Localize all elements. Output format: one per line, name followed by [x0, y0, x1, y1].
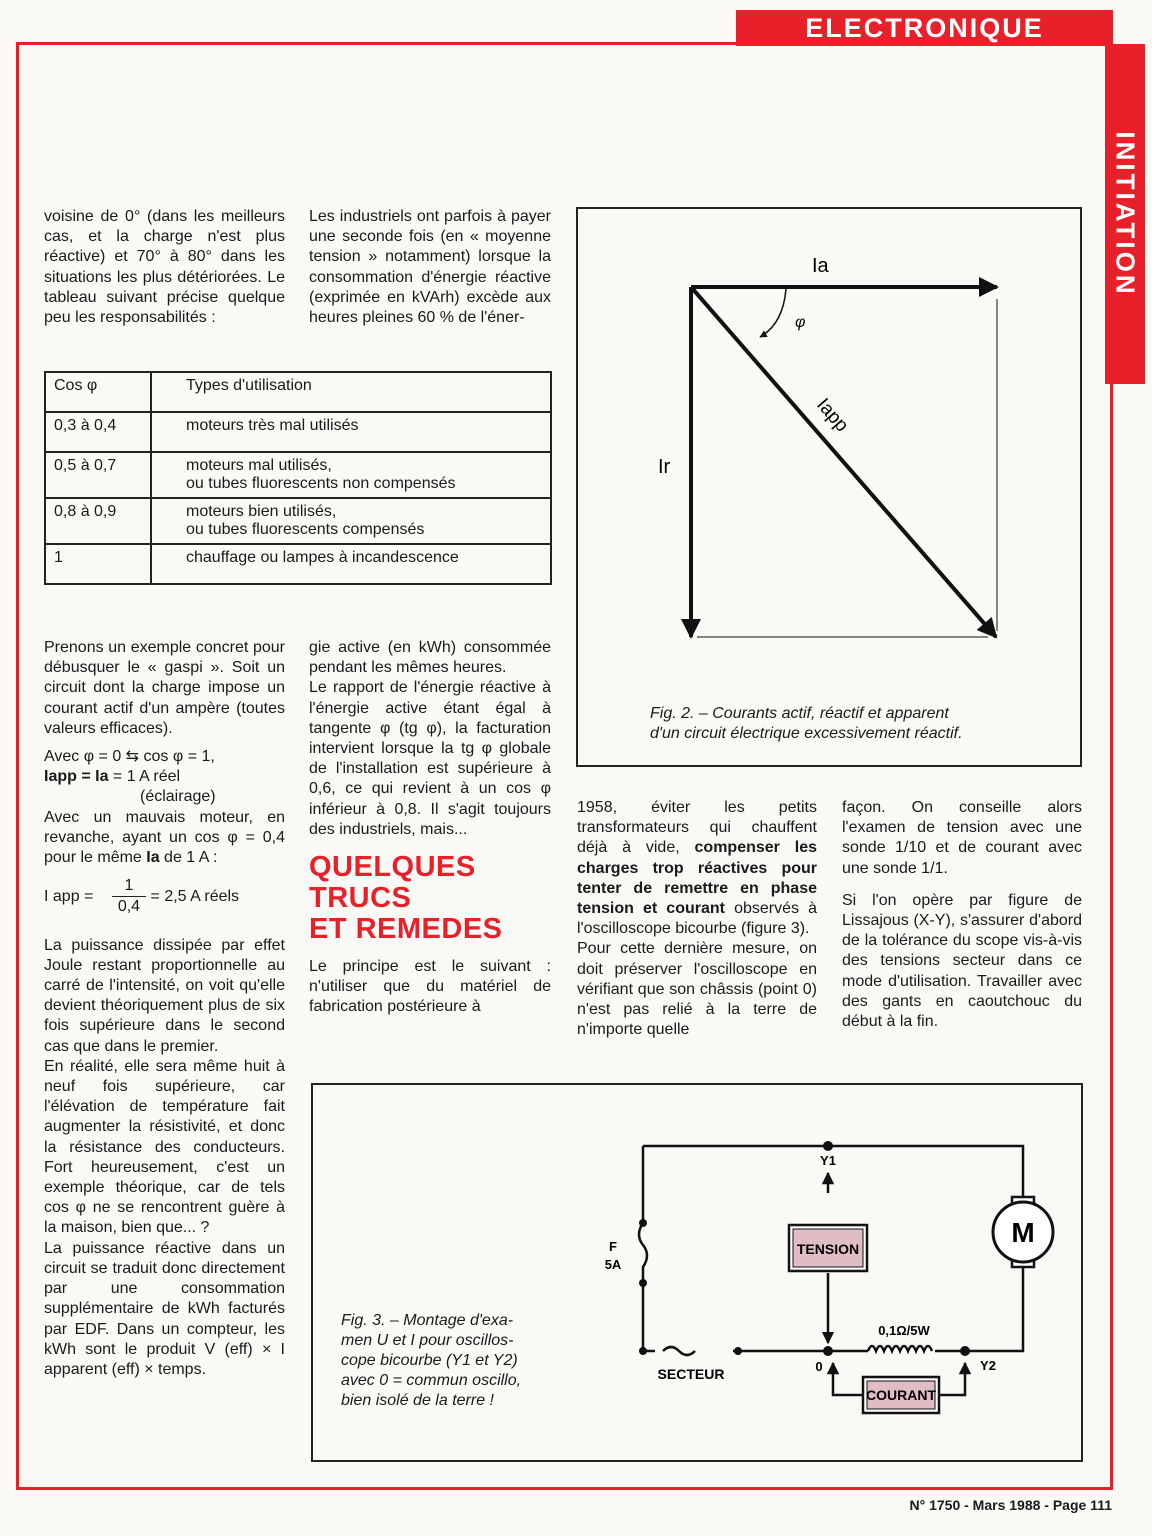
equation-1-line-1: Avec φ = 0 ⇆ cos φ = 1, — [44, 748, 215, 766]
y1-node — [823, 1141, 833, 1151]
table-row — [45, 412, 551, 452]
zero-node — [823, 1346, 833, 1356]
text-run: Avec un mauvais moteur, en revanche, ayant un cos φ = 0,4 pour le même — [44, 808, 285, 867]
paragraph: Le principe est le suivant : n'utiliser que du matériel de fabrication postérieure à — [309, 958, 551, 1016]
fraction — [112, 876, 146, 917]
page-frame-right — [1110, 384, 1113, 1490]
heading-line: TRUCS — [309, 882, 412, 915]
usage-line: moteurs très mal utilisés — [186, 417, 359, 434]
y1-label: Y1 — [820, 1153, 836, 1168]
paragraph — [577, 798, 817, 939]
equation-1-line-2 — [44, 767, 285, 787]
caption-line: bien isolé de la terre ! — [341, 1392, 494, 1409]
page-frame-bottom — [16, 1487, 1113, 1490]
paragraph: La puissance dissipée par effet Joule restant proportionnelle au carré de l'intensité, on voit qu'elle devient théoriquement plus de six fois supérieure dans le second cas que dans le premier. — [44, 936, 285, 1055]
usage-line: ou tubes fluorescents non compensés — [186, 475, 456, 492]
table-cell-usage — [151, 412, 551, 452]
equation-2 — [44, 876, 285, 917]
table-cell-range: 0,3 à 0,4 — [45, 412, 151, 452]
shunt-resistor — [868, 1346, 932, 1351]
section-heading — [309, 852, 551, 945]
courant-label: COURANT — [866, 1387, 936, 1403]
col1-body — [44, 638, 285, 1380]
table-cell-range: 0,8 à 0,9 — [45, 498, 151, 544]
caption-line: men U et I pour oscillos- — [341, 1332, 514, 1349]
usage-line: ou tubes fluorescents compensés — [186, 521, 425, 538]
secteur-terminal — [734, 1347, 742, 1355]
heading-line: QUELQUES — [309, 851, 476, 884]
figure-3 — [311, 1083, 1083, 1462]
text-bold: compenser les charges trop réactives pour tenter de remettre en phase tension et courant — [577, 839, 817, 918]
fuse-terminal — [639, 1219, 647, 1227]
caption-line: Fig. 3. – Montage d'exa- — [341, 1312, 514, 1329]
paragraph: En réalité, elle sera même huit à neuf fois supérieure, car l'élévation de température fait augmenter la résistivité, et donc la résistance des conducteurs. Fort heureusement, c'est un exemple théorique, car de tels cos φ ne se rencontrent guère à la maison, bien que... ? — [44, 1057, 285, 1237]
side-tab-label: INITIATION — [1110, 131, 1141, 297]
fuse-terminal — [639, 1279, 647, 1287]
secteur-label: SECTEUR — [657, 1366, 725, 1382]
paragraph: Pour cette dernière mesure, on doit préserver l'oscilloscope en vérifiant que son châssis (point 0) n'est pas relié à la terre de n'importe quelle — [577, 940, 817, 1039]
tension-label: TENSION — [796, 1241, 860, 1257]
figure-2 — [576, 207, 1082, 767]
responsibility-table — [44, 371, 552, 585]
side-tab — [1105, 44, 1145, 384]
y2-node — [960, 1346, 970, 1356]
table-row — [45, 498, 551, 544]
table-cell-usage — [151, 544, 551, 584]
col2-body — [309, 638, 551, 1018]
figure-2-caption — [650, 704, 1070, 744]
text-bold: Ia — [146, 849, 160, 867]
fuse-label-rating: 5A — [604, 1257, 622, 1272]
col1-intro — [44, 207, 285, 328]
fraction-denominator: 0,4 — [117, 898, 141, 916]
col2-intro-text: Les industriels ont parfois à payer une seconde fois (en « moyenne tension » notamment) lorsque la consommation d'énergie réactive (exprimée en kVArh) excède aux heures pleines 60 % de l'éner- — [309, 208, 551, 327]
vector-diagram — [578, 209, 1080, 765]
equation-label: I app = — [44, 888, 94, 906]
figure-3-caption — [341, 1311, 581, 1411]
fuse-label-f: F — [609, 1239, 617, 1254]
table-header-cell: Types d'utilisation — [151, 372, 551, 412]
paragraph: façon. On conseille alors l'examen de tension avec une sonde 1/10 et de courant avec une sonde 1/1. — [842, 799, 1082, 877]
secteur-terminal — [639, 1347, 647, 1355]
motor-label: M — [1011, 1217, 1035, 1248]
text-run: 1958, éviter les petits transformateurs qui chauffent déjà à vide, — [577, 799, 817, 857]
fraction-numerator: 1 — [112, 876, 146, 897]
col2-intro — [309, 207, 551, 328]
iapp-vector — [691, 287, 996, 637]
caption-line: d'un circuit électrique excessivement réactif. — [650, 725, 963, 742]
phi-label: φ — [795, 314, 806, 331]
table-header-row — [45, 372, 551, 412]
paragraph: Prenons un exemple concret pour débusquer le « gaspi ». Soit un circuit dont la charge impose un courant actif d'un ampère (toutes valeurs efficaces). — [44, 639, 285, 737]
table-cell-range: 0,5 à 0,7 — [45, 452, 151, 498]
paragraph: gie active (en kWh) consommée pendant les mêmes heures. — [309, 639, 551, 677]
table-header-cell: Cos φ — [45, 372, 151, 412]
paragraph: La puissance réactive dans un circuit se traduit donc directement par une consommation supplémentaire de kWh facturés par EDF. Dans un compteur, les kWh sont le produit V (eff) × I apparent (eff) × temps. — [44, 1239, 285, 1378]
col4-body — [842, 798, 1082, 1032]
caption-line: Fig. 2. – Courants actif, réactif et apparent — [650, 705, 949, 722]
courant-probe-left — [833, 1363, 863, 1395]
table-cell-range: 1 — [45, 544, 151, 584]
paragraph: Si l'on opère par figure de Lissajous (X-Y), s'assurer d'abord de la tolérance du scope vis-à-vis des tensions secteur dans ce mode d'utilisation. Travailler avec des gants en caoutchouc du début à la fin. — [842, 891, 1082, 1031]
table-cell-usage — [151, 498, 551, 544]
equation-result: = 2,5 A réels — [150, 888, 240, 906]
paragraph: Le rapport de l'énergie réactive à l'énergie active étant égal à tangente φ (tg φ), la facturation intervient lorsque la tg φ globale de l'installation est supérieure à 0,6, ce qui revient à un cos φ inférieur à 0,8. Il s'agit toujours des industriels, mais... — [309, 679, 551, 838]
usage-line: moteurs mal utilisés, — [186, 457, 332, 474]
resistor-label: 0,1Ω/5W — [878, 1323, 930, 1338]
table-row — [45, 544, 551, 584]
zero-label: 0 — [815, 1359, 823, 1374]
caption-line: avec 0 = commun oscillo, — [341, 1372, 522, 1389]
equation-1-line-3: (éclairage) — [140, 788, 216, 806]
courant-probe-right — [939, 1363, 965, 1395]
usage-line: moteurs bien utilisés, — [186, 503, 337, 520]
section-header: ELECTRONIQUE — [736, 10, 1113, 46]
ia-label: Ia — [812, 255, 829, 277]
caption-line: cope bicourbe (Y1 et Y2) — [341, 1352, 518, 1369]
page-frame-top — [16, 42, 736, 45]
equation-bold: Iapp = Ia — [44, 768, 109, 786]
heading-line: ET REMEDES — [309, 913, 503, 946]
page-frame-left — [16, 42, 19, 1490]
iapp-label: Iapp — [812, 394, 853, 437]
ir-label: Ir — [658, 456, 671, 478]
col3-body — [577, 798, 817, 1040]
paragraph — [44, 808, 285, 869]
text-run: observés à l'oscilloscope bicourbe (figure 3). — [577, 900, 817, 938]
table-row — [45, 452, 551, 498]
equation-rest: = 1 A réel — [108, 768, 181, 786]
table-cell-usage — [151, 452, 551, 498]
text-run: de 1 A : — [159, 849, 218, 867]
usage-line: chauffage ou lampes à incandescence — [186, 549, 459, 566]
y2-label: Y2 — [980, 1358, 996, 1373]
phi-arc — [760, 289, 786, 337]
page-footer: N° 1750 - Mars 1988 - Page 111 — [909, 1497, 1112, 1513]
col1-intro-text: voisine de 0° (dans les meilleurs cas, et la charge n'est plus réactive) et 70° à 80° dans les situations les plus détériorées. Le tableau suivant précise quelque peu les responsabilités : — [44, 208, 285, 327]
